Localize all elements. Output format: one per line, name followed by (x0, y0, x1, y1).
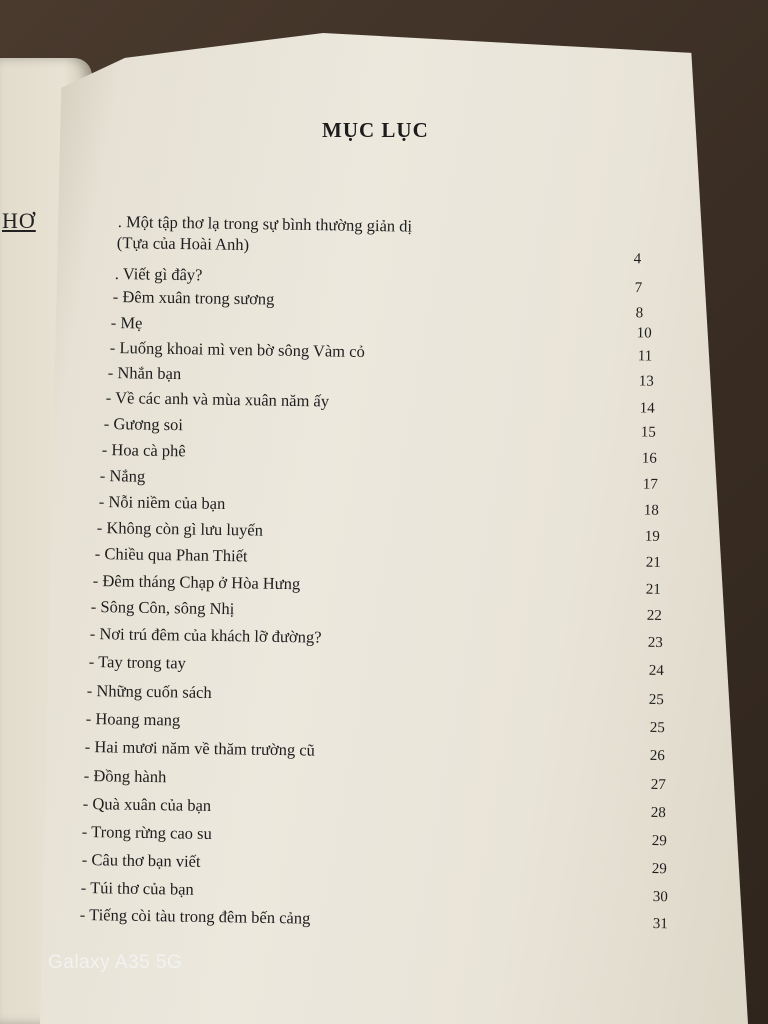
toc-entry-title: - Mẹ (110, 313, 143, 333)
toc-entry-page: 21 (645, 581, 661, 598)
toc-entry-page: 25 (648, 691, 664, 709)
toc-entry-title: - Quà xuân của bạn (82, 794, 212, 816)
toc-entry-title: - Túi thơ của bạn (80, 878, 194, 899)
toc-entry-page: 23 (647, 634, 663, 651)
toc-entry-page: 25 (649, 719, 665, 737)
left-page-heading: HƠ (2, 208, 36, 233)
toc-entry-page: 17 (642, 476, 658, 493)
toc-entry-page: 22 (646, 607, 662, 624)
toc-entry-title: - Nhắn bạn (107, 363, 182, 384)
toc-entry-title: (Tựa của Hoài Anh) (116, 233, 250, 255)
toc-entry-page: 14 (639, 400, 655, 417)
toc-entry-title: - Nỗi niềm của bạn (98, 492, 226, 513)
toc-entry-title: - Trong rừng cao su (81, 822, 212, 844)
toc-entry-title: - Câu thơ bạn viết (81, 850, 201, 871)
camera-watermark: Galaxy A35 5G (48, 952, 183, 973)
toc-entry-page: 8 (635, 305, 644, 322)
toc-entry-title: - Gương soi (103, 414, 184, 435)
toc-entry-title: . Viết gì đây? (114, 264, 203, 285)
toc-entry-page: 10 (636, 325, 652, 342)
toc-entry-page: 7 (634, 280, 643, 297)
toc-entry-title: - Đêm xuân trong sương (112, 287, 275, 309)
toc-entry-title: - Luống khoai mì ven bờ sông Vàm cỏ (109, 338, 365, 362)
toc-entry-page: 13 (638, 373, 654, 390)
toc-entry-title: . Một tập thơ lạ trong sự bình thường giản dị (117, 212, 413, 236)
toc-entry-title: - Về các anh và mùa xuân năm ấy (105, 388, 330, 411)
toc-entry-title: - Tiếng còi tàu trong đêm bến cảng (79, 905, 311, 928)
toc-entry-page: 11 (637, 348, 653, 365)
toc-title: MỤC LỤC (322, 118, 429, 142)
toc-entry-page: 28 (650, 804, 666, 822)
toc-entry-page: 29 (651, 860, 667, 878)
toc-entry-page: 19 (644, 528, 660, 545)
toc-entry-title: - Đêm tháng Chạp ở Hòa Hưng (92, 571, 301, 594)
toc-entry-title: - Hai mươi năm về thăm trường cũ (84, 737, 316, 760)
toc-entry-page: 30 (652, 888, 668, 906)
toc-entry-title: - Tay trong tay (88, 652, 187, 673)
toc-entry-title: - Hoang mang (85, 709, 181, 730)
toc-entry-page: 4 (633, 251, 642, 268)
toc-entry-page: 27 (650, 776, 666, 794)
toc-entry-title: - Chiều qua Phan Thiết (94, 544, 248, 566)
toc-entry-page: 21 (645, 554, 661, 571)
toc-entry-title: - Sông Côn, sông Nhị (90, 597, 235, 619)
toc-entry-page: 24 (648, 662, 664, 680)
toc-entry-page: 26 (649, 747, 665, 765)
toc-entry-title: - Nắng (99, 466, 146, 486)
toc-entry-title: - Hoa cà phê (101, 440, 186, 461)
toc-entry-page: 16 (641, 450, 657, 467)
toc-entry-page: 31 (652, 916, 668, 933)
toc-entry-title: - Không còn gì lưu luyến (96, 518, 264, 540)
toc-entry-page: 29 (651, 832, 667, 850)
toc-entry-page: 18 (643, 502, 659, 519)
toc-entry-title: - Nơi trú đêm của khách lỡ đường? (89, 624, 322, 647)
toc-entry-page: 15 (640, 424, 656, 441)
toc-entry-title: - Đồng hành (83, 766, 167, 787)
toc-entry-title: - Những cuốn sách (86, 681, 212, 702)
